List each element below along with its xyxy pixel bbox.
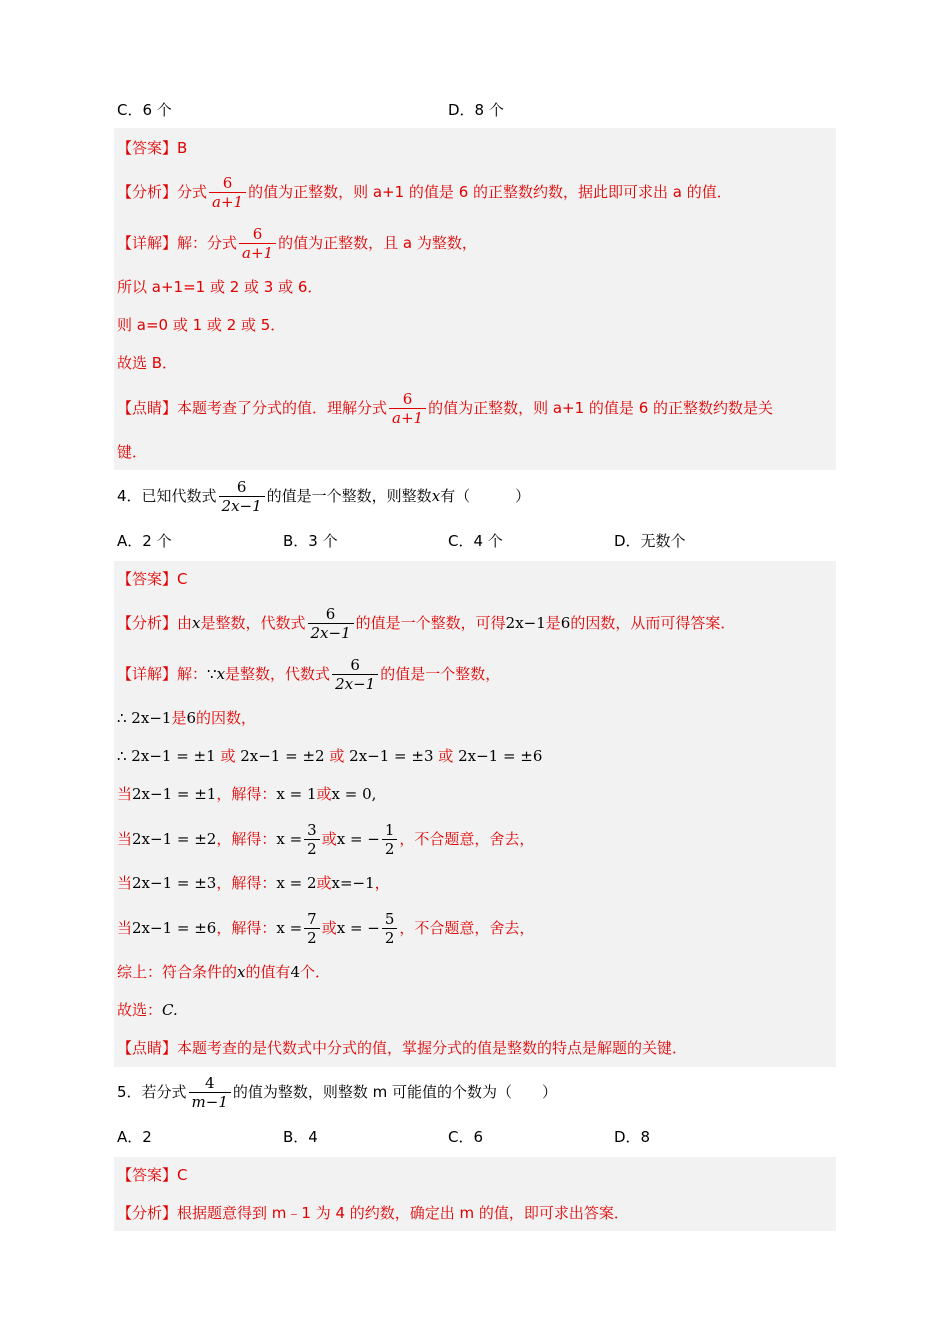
option-c: C．6	[448, 1128, 484, 1146]
q3-detail: 【详解】解：分式 $\frac{6}{a+1}$ 的值为正整数，且 a 为整数，	[117, 225, 477, 262]
option-d: D．8	[614, 1128, 651, 1146]
fraction: $\frac{7}{2}$	[304, 910, 320, 947]
q5-answer: 【答案】C	[117, 1166, 188, 1184]
option-c: C．4 个	[448, 532, 503, 550]
q4-analysis: 【分析】由x是整数，代数式 $\frac{6}{2x-1}$ 的值是一个整数，可得2x−1是6的因数，从而可得答案．	[117, 605, 736, 642]
option-b: B．4	[283, 1128, 318, 1146]
q3-detail-line2: 所以 a+1=1 或 2 或 3 或 6．	[117, 278, 323, 296]
q5-stem: 5．若分式 $\frac{4}{m-1}$ 的值为整数，则整数 m 可能值的个数为（ ）	[117, 1074, 558, 1111]
q4-detail-line7: 当2x−1 = ±6，解得：x = $\frac{7}{2}$ 或x = − $\frac{5}{2}$ ，不合题意，舍去，	[117, 910, 535, 947]
q3-detail-line4: 故选 B．	[117, 354, 178, 372]
q4-detail-line2: ∴ 2x−1是6的因数，	[117, 709, 257, 727]
fraction: $\frac{5}{2}$	[382, 910, 398, 947]
q3-answer: 【答案】B	[117, 139, 188, 157]
fraction: $\frac{3}{2}$	[304, 821, 320, 858]
fraction: $\frac{6}{a+1}$	[389, 390, 426, 427]
option-c: C．6 个	[117, 101, 172, 119]
q4-detail-line5: 当2x−1 = ±2，解得：x = $\frac{3}{2}$ 或x = − $\frac{1}{2}$ ，不合题意，舍去，	[117, 821, 535, 858]
fraction: $\frac{6}{2x-1}$	[308, 605, 354, 642]
option-d: D．8 个	[448, 101, 504, 119]
fraction: $\frac{6}{2x-1}$	[219, 478, 265, 515]
option-b: B．3 个	[283, 532, 338, 550]
q3-comment: 【点睛】本题考查了分式的值．理解分式 $\frac{6}{a+1}$ 的值为正整数，则 a+1 的值是 6 的正整数约数是关	[117, 390, 774, 427]
option-d: D．无数个	[614, 532, 686, 550]
q4-stem: 4．已知代数式 $\frac{6}{2x-1}$ 的值是一个整数，则整数x有（ ）	[117, 478, 531, 515]
q4-detail-line9: 故选：C.	[117, 1001, 178, 1019]
q5-analysis: 【分析】根据题意得到 m﹣1 为 4 的约数，确定出 m 的值，即可求出答案．	[117, 1204, 629, 1222]
fraction: $\frac{6}{a+1}$	[239, 225, 276, 262]
option-a: A．2 个	[117, 532, 172, 550]
q4-detail-line8: 综上：符合条件的x的值有4个．	[117, 963, 331, 981]
option-a: A．2	[117, 1128, 152, 1146]
q4-detail-line3: ∴ 2x−1 = ±1 或 2x−1 = ±2 或 2x−1 = ±3 或 2x−1 = ±6	[117, 747, 543, 765]
q3-analysis: 【分析】分式 $\frac{6}{a+1}$ 的值为正整数，则 a+1 的值是 6 的正整数约数，据此即可求出 a 的值．	[117, 174, 732, 211]
q4-comment: 【点睛】本题考查的是代数式中分式的值，掌握分式的值是整数的特点是解题的关键．	[117, 1039, 688, 1057]
q4-answer: 【答案】C	[117, 570, 188, 588]
q3-detail-line3: 则 a=0 或 1 或 2 或 5．	[117, 316, 286, 334]
q4-detail: 【详解】解：∵x是整数，代数式 $\frac{6}{2x-1}$ 的值是一个整数，	[117, 656, 501, 693]
q4-detail-line4: 当2x−1 = ±1，解得：x = 1或x = 0,	[117, 785, 377, 803]
fraction: $\frac{6}{a+1}$	[209, 174, 246, 211]
fraction: $\frac{4}{m-1}$	[189, 1074, 231, 1111]
q4-detail-line6: 当2x−1 = ±3，解得：x = 2或x=−1，	[117, 874, 390, 892]
fraction: $\frac{1}{2}$	[382, 821, 398, 858]
q3-comment-line2: 键．	[117, 443, 148, 461]
fraction: $\frac{6}{2x-1}$	[332, 656, 378, 693]
